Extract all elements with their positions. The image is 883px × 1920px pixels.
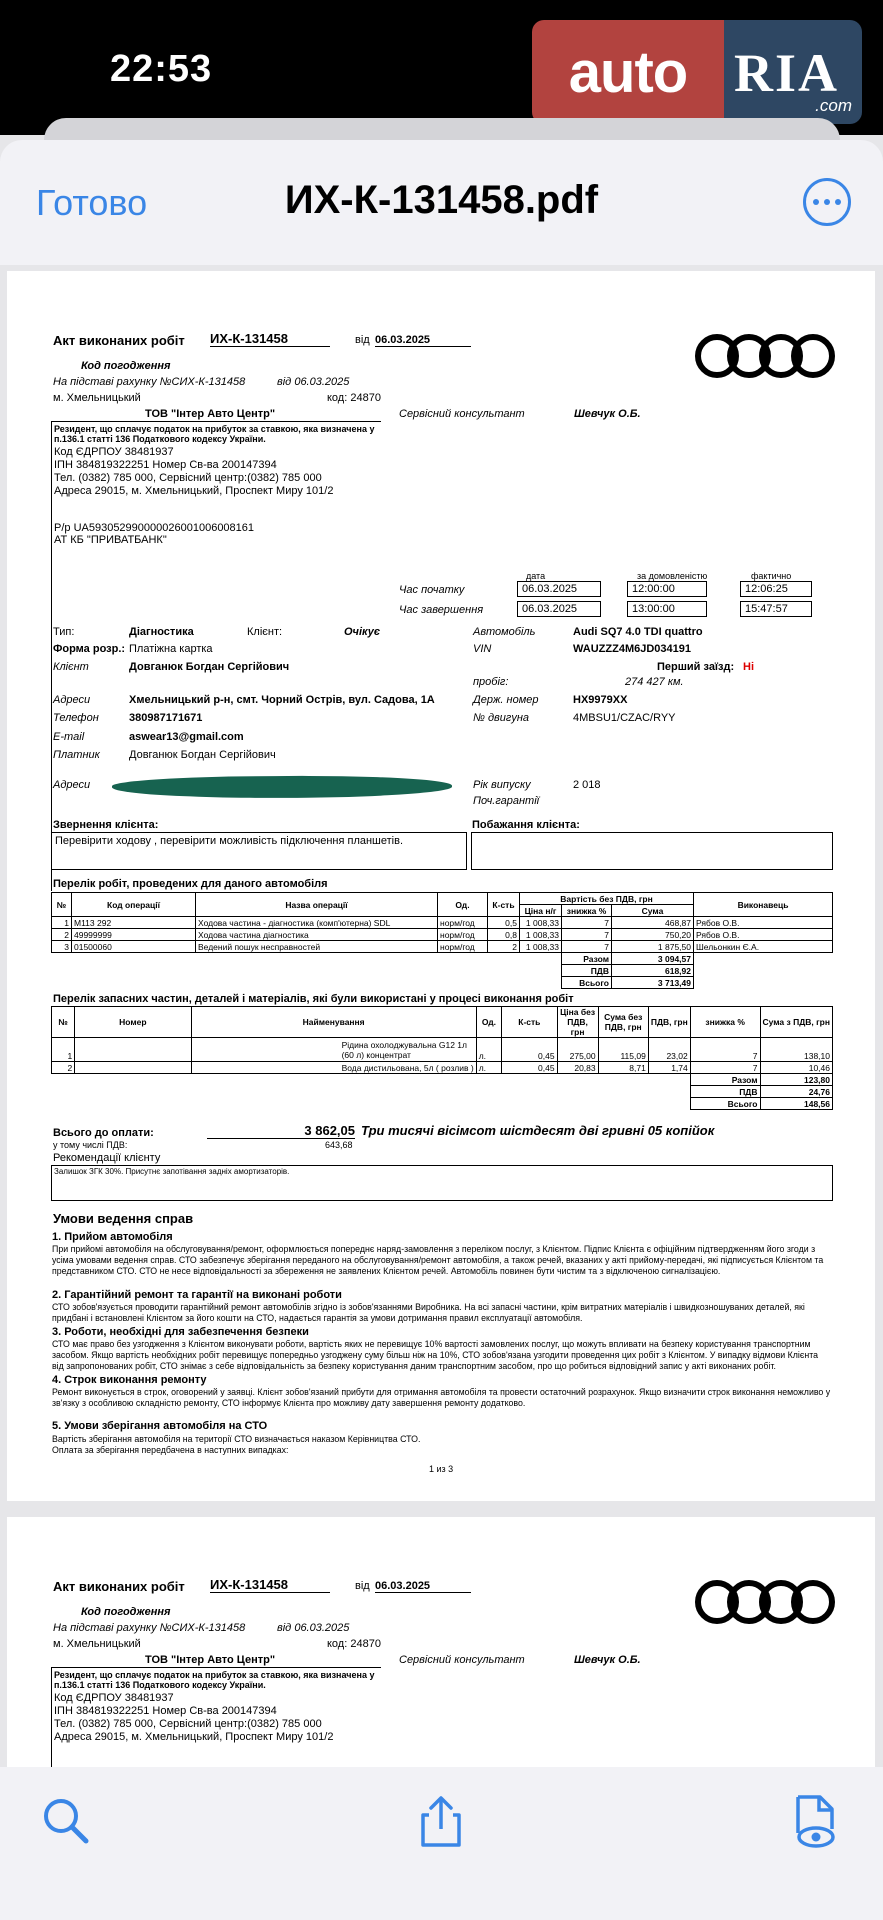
table-part bbox=[52, 1007, 833, 1038]
table-header-cell: Сума без ПДВ, грн bbox=[598, 1007, 648, 1038]
table-cell: M113 292 bbox=[72, 917, 196, 929]
table-cell: 01500060 bbox=[72, 941, 196, 953]
table-cell: 1 008,33 bbox=[520, 917, 562, 929]
table-cell bbox=[694, 977, 833, 989]
table-row bbox=[52, 1062, 833, 1074]
viewer-header bbox=[0, 140, 883, 265]
klient: Довганюк Богдан Сергійович bbox=[129, 661, 290, 673]
act-title: Акт виконаних робіт bbox=[53, 333, 185, 348]
search-icon[interactable] bbox=[38, 1793, 94, 1849]
table-cell: 24,76 bbox=[760, 1086, 833, 1098]
table-cell: 3 094,57 bbox=[612, 953, 694, 965]
table-cell bbox=[52, 977, 562, 989]
car: Audi SQ7 4.0 TDI quattro bbox=[573, 626, 703, 638]
table-cell: 1 008,33 bbox=[520, 929, 562, 941]
table-header-cell: Номер bbox=[75, 1007, 191, 1038]
table-cell: Ходова частина діагностика bbox=[196, 929, 438, 941]
bottom-toolbar bbox=[0, 1767, 883, 1920]
table-cell: 0,45 bbox=[502, 1038, 557, 1062]
appeal-label: Звернення клієнта: bbox=[53, 819, 159, 831]
table-cell bbox=[52, 1098, 691, 1110]
end-actual: 15:47:57 bbox=[740, 601, 812, 617]
reco-label: Рекомендації клієнту bbox=[53, 1152, 161, 1164]
table-header-cell: Ціна н/г bbox=[520, 905, 562, 917]
reco: Залишок ЗГК 30%. Присутнє запотівання задніх амортизаторів. bbox=[54, 1167, 290, 1176]
term-2-title: 2. Гарантійний ремонт та гарантії на виконані роботи bbox=[52, 1289, 342, 1301]
table-cell: л. bbox=[476, 1038, 501, 1062]
table-header-cell: Код операції bbox=[72, 893, 196, 917]
table-row bbox=[52, 1038, 833, 1062]
engine-label: № двигуна bbox=[473, 712, 530, 724]
table-header-cell: Од. bbox=[476, 1007, 501, 1038]
table-cell bbox=[52, 965, 562, 977]
table-cell bbox=[52, 953, 562, 965]
invoice-date: від 06.03.2025 bbox=[277, 376, 350, 388]
pay: Платіжна картка bbox=[129, 643, 213, 655]
table-cell: 123,80 bbox=[760, 1074, 833, 1086]
table-cell: норм/год bbox=[438, 941, 488, 953]
city: м. Хмельницький bbox=[53, 1638, 141, 1650]
act-number: ИХ-К-131458 bbox=[210, 1577, 330, 1593]
pay-words: Три тисячі вісімсот шістдесят дві гривні 05 копійок bbox=[361, 1123, 715, 1138]
vin: WAUZZZ4M6JD034191 bbox=[573, 643, 691, 655]
works-title: Перелік робіт, проведених для даного автомобіля bbox=[53, 878, 328, 890]
works-table bbox=[51, 892, 833, 989]
consultant: Шевчук О.Б. bbox=[574, 1654, 641, 1666]
year-label: Рік випуску bbox=[473, 779, 531, 791]
table-cell: 7 bbox=[690, 1062, 760, 1074]
table-cell: л. bbox=[476, 1062, 501, 1074]
plate: HX9979XX bbox=[573, 694, 628, 706]
table-cell: Рябов О.В. bbox=[694, 929, 833, 941]
payer: Довганюк Богдан Сергійович bbox=[129, 749, 276, 761]
invoice-line: На підставі рахунку №СИХ-К-131458 bbox=[53, 1622, 246, 1634]
term-1-title: 1. Прийом автомобіля bbox=[52, 1231, 173, 1243]
term-1-text: При прийомі автомобіля на обслуговування/ремонт, оформлюється попереднє наряд-замовлення з переліком послуг, з Клієнтом. Підпис Клієнта є офіційним підтвердженням його згоди з усіма умовами ведення справ. СТО забезпечує зберігання переданого на обслуговування/ремонт автомобіля, а також речей, вказаних у акті прийому-передачі, які підписується Клієнтом та представником СТО. СТО не несе відповідальності за збереження не заявлених Клієнтом речей. Автомобіль повинен бути чистим та з відключеною сигналізацією. bbox=[52, 1244, 824, 1276]
wishes-box bbox=[471, 832, 833, 870]
col-agreed: за домовленістю bbox=[637, 571, 708, 581]
email-label: E-mail bbox=[53, 731, 85, 743]
parts-title: Перелік запасних частин, деталей і матеріалів, які були використані у процесі виконання робіт bbox=[53, 993, 574, 1005]
table-cell: 1 008,33 bbox=[520, 941, 562, 953]
pay-total-label: Всього до оплати: bbox=[53, 1127, 154, 1139]
type: Діагностика bbox=[129, 626, 194, 638]
table-cell: 8,71 bbox=[598, 1062, 648, 1074]
account: Р/р UA593052990000026001006008161 bbox=[54, 522, 255, 534]
pay-total: 3 862,05 bbox=[207, 1123, 355, 1139]
watermark-ria bbox=[724, 20, 862, 124]
act-number: ИХ-К-131458 bbox=[210, 331, 330, 347]
page-number: 1 из 3 bbox=[429, 1464, 454, 1474]
table-cell: 1 bbox=[52, 1038, 75, 1062]
address: Адреса 29015, м. Хмельницький, Проспект Миру 101/2 bbox=[54, 485, 334, 497]
table-cell: норм/год bbox=[438, 929, 488, 941]
table-cell: 115,09 bbox=[598, 1038, 648, 1062]
table-cell: 148,56 bbox=[760, 1098, 833, 1110]
done-button[interactable]: Готово bbox=[36, 182, 148, 223]
bank: АТ КБ "ПРИВАТБАНК" bbox=[54, 534, 167, 546]
table-header-cell: Виконавець bbox=[694, 893, 833, 917]
table-cell: Всього bbox=[562, 977, 612, 989]
date-label: від bbox=[355, 334, 370, 346]
table-cell: 1 bbox=[52, 917, 72, 929]
term-5-title: 5. Умови зберігання автомобіля на СТО bbox=[52, 1420, 268, 1432]
resident-note: Резидент, що сплачує податок на прибуток за ставкою, яка визначена у п.136.1 статті 136 Податкового кодексу України. bbox=[54, 1670, 375, 1690]
phone-label: Телефон bbox=[53, 712, 99, 724]
act-title: Акт виконаних робіт bbox=[53, 1579, 185, 1594]
more-options-button[interactable] bbox=[803, 178, 851, 226]
warranty-label: Поч.гарантії bbox=[473, 795, 540, 807]
phone: 380987171671 bbox=[129, 712, 203, 724]
table-part bbox=[52, 977, 833, 989]
appeal: Перевірити ходову , перевірити можливість підключення планшетів. bbox=[55, 835, 404, 847]
ipn: ІПН 384819322251 Номер Св-ва 200147394 bbox=[54, 1705, 277, 1717]
vin-label: VIN bbox=[473, 643, 492, 655]
table-cell: 2 bbox=[52, 1062, 75, 1074]
pdf-page-1 bbox=[7, 271, 875, 1501]
vat-incl: 643,68 bbox=[325, 1140, 353, 1150]
table-cell: Разом bbox=[690, 1074, 760, 1086]
watermark-com: .com bbox=[815, 96, 852, 115]
table-cell: 138,10 bbox=[760, 1038, 833, 1062]
table-cell: Разом bbox=[562, 953, 612, 965]
markup-icon[interactable] bbox=[786, 1793, 842, 1849]
client-status: Очікує bbox=[344, 626, 381, 638]
table-cell: 23,02 bbox=[648, 1038, 690, 1062]
table-header-cell: Од. bbox=[438, 893, 488, 917]
file-title: ИХ-К-131458.pdf bbox=[284, 178, 599, 222]
col-date: дата bbox=[526, 571, 546, 581]
table-cell: Ходова частина - діагностика (комп'ютерна) SDL bbox=[196, 917, 438, 929]
table-row bbox=[52, 941, 833, 953]
table-header-cell: № bbox=[52, 893, 72, 917]
table-part bbox=[52, 1086, 833, 1098]
start-actual: 12:06:25 bbox=[740, 581, 812, 597]
table-cell: Вода дистильована, 5л ( розлив ) bbox=[191, 1062, 476, 1074]
share-icon[interactable] bbox=[413, 1793, 469, 1849]
table-cell: 275,00 bbox=[557, 1038, 598, 1062]
start-agreed: 12:00:00 bbox=[627, 581, 707, 597]
table-row bbox=[52, 917, 833, 929]
term-5-text-2: Оплата за зберігання передбачена в наступних випадках: bbox=[52, 1445, 289, 1455]
table-cell: 468,87 bbox=[612, 917, 694, 929]
end-agreed: 13:00:00 bbox=[627, 601, 707, 617]
ipn: ІПН 384819322251 Номер Св-ва 200147394 bbox=[54, 459, 277, 471]
klient-label: Клієнт bbox=[53, 661, 89, 673]
table-cell: Шельонкин Є.А. bbox=[694, 941, 833, 953]
status-bar bbox=[0, 0, 883, 135]
mileage: 274 427 км. bbox=[625, 676, 684, 688]
edrpou: Код ЄДРПОУ 38481937 bbox=[54, 1692, 174, 1704]
addr: Хмельницький р-н, смт. Чорний Острів, вул. Садова, 1А bbox=[129, 694, 435, 706]
table-cell bbox=[75, 1038, 191, 1062]
phones: Тел. (0382) 785 000, Сервісний центр:(0382) 785 000 bbox=[54, 1718, 322, 1730]
year: 2 018 bbox=[573, 779, 601, 791]
table-part bbox=[52, 1098, 833, 1110]
table-header-cell: Вартість без ПДВ, грн bbox=[520, 893, 694, 905]
code: код: 24870 bbox=[327, 1638, 381, 1650]
clock: 22:53 bbox=[110, 48, 213, 90]
table-header-cell: знижка % bbox=[562, 905, 612, 917]
audi-logo bbox=[695, 1580, 835, 1624]
company: ТОВ "Інтер Авто Центр" bbox=[145, 408, 276, 420]
code-label: Код погодження bbox=[81, 360, 171, 372]
mileage-label: пробіг: bbox=[473, 676, 509, 688]
table-cell: 0,8 bbox=[488, 929, 520, 941]
term-2-text: СТО зобов'язується проводити гарантійний ремонт автомобілів згідно із зобов'язаннями Виробника. На всі запасні частини, крім витратних матеріалів і швидкозношуваних деталей, які придбані і встановлені Клієнтом за його кошти на СТО, надається гарантія за умови дотримання правил експлуатації автомобіля. bbox=[52, 1302, 805, 1323]
table-cell: 1 875,50 bbox=[612, 941, 694, 953]
table-cell: 1,74 bbox=[648, 1062, 690, 1074]
term-4-title: 4. Строк виконання ремонту bbox=[52, 1374, 207, 1386]
table-header-cell: ПДВ, грн bbox=[648, 1007, 690, 1038]
consultant: Шевчук О.Б. bbox=[574, 408, 641, 420]
resident-note: Резидент, що сплачує податок на прибуток за ставкою, яка визначена у п.136.1 статті 136 Податкового кодексу України. bbox=[54, 424, 375, 444]
table-header-cell: К-сть bbox=[502, 1007, 557, 1038]
type-label: Тип: bbox=[53, 626, 75, 638]
table-cell: 0,5 bbox=[488, 917, 520, 929]
table-header-cell: № bbox=[52, 1007, 75, 1038]
first-visit-label: Перший заїзд: bbox=[657, 661, 735, 673]
city: м. Хмельницький bbox=[53, 392, 141, 404]
table-header-cell: Найменування bbox=[191, 1007, 476, 1038]
table-header-cell: Ціна без ПДВ, грн bbox=[557, 1007, 598, 1038]
start-label: Час початку bbox=[399, 584, 465, 596]
table-cell: Рябов О.В. bbox=[694, 917, 833, 929]
table-cell: 7 bbox=[690, 1038, 760, 1062]
code-label: Код погодження bbox=[81, 1606, 171, 1618]
table-header-cell: Сума bbox=[612, 905, 694, 917]
table-cell bbox=[52, 1086, 691, 1098]
col-actual: фактично bbox=[751, 571, 792, 581]
table-cell: Ведений пошук несправностей bbox=[196, 941, 438, 953]
addr-label: Адреси bbox=[53, 694, 91, 706]
end-date: 06.03.2025 bbox=[517, 601, 601, 617]
table-cell: норм/год bbox=[438, 917, 488, 929]
table-cell: 2 bbox=[52, 929, 72, 941]
table-cell bbox=[52, 1074, 691, 1086]
term-3-text: СТО має право без узгодження з Клієнтом виконувати роботи, вартість яких не перевищує 10% вартості замовлених послуг, що можуть впливати на безпеку користування транспортним засобом. Якщо вартість необхідних робіт перевищує попередньо узгоджену суму більш ніж на 10%, СТО зобов'язана узгодити проведення цих робіт з Клієнтом. У випадку відмови Клієнта від запропонованих робіт, СТО знімає з себе відповідальність за безпеку користування даним транспортним засобом, про що робиться відповідний запис у акті виконаних робіт. bbox=[52, 1339, 819, 1371]
table-cell: Всього bbox=[690, 1098, 760, 1110]
act-date: 06.03.2025 bbox=[375, 1580, 471, 1593]
addr2-label: Адреси bbox=[53, 779, 91, 791]
payer-label: Платник bbox=[53, 749, 100, 761]
table-cell bbox=[694, 953, 833, 965]
more-icon bbox=[813, 199, 819, 205]
table-cell: ПДВ bbox=[690, 1086, 760, 1098]
watermark-ria-text: RIA bbox=[734, 43, 840, 103]
table-cell: 10,46 bbox=[760, 1062, 833, 1074]
consultant-label: Сервісний консультант bbox=[399, 408, 525, 420]
email: aswear13@gmail.com bbox=[129, 731, 244, 743]
table-cell: 7 bbox=[562, 929, 612, 941]
table-cell: 3 713,49 bbox=[612, 977, 694, 989]
date-label: від bbox=[355, 1580, 370, 1592]
car-label: Автомобіль bbox=[473, 626, 536, 638]
client-label: Клієнт: bbox=[247, 626, 283, 638]
table-cell bbox=[75, 1062, 191, 1074]
consultant-label: Сервісний консультант bbox=[399, 1654, 525, 1666]
table-part bbox=[52, 965, 833, 977]
table-part bbox=[52, 1074, 833, 1086]
pdf-page-2 bbox=[7, 1517, 875, 1767]
table-header-cell: Назва операції bbox=[196, 893, 438, 917]
table-cell: 3 bbox=[52, 941, 72, 953]
start-date: 06.03.2025 bbox=[517, 581, 601, 597]
table-cell: 750,20 bbox=[612, 929, 694, 941]
table-cell: 0,45 bbox=[502, 1062, 557, 1074]
table-header-cell: К-сть bbox=[488, 893, 520, 917]
engine: 4MBSU1/CZAC/RYY bbox=[573, 712, 676, 724]
pay-label: Форма розр.: bbox=[53, 643, 126, 655]
table-cell: ПДВ bbox=[562, 965, 612, 977]
table-part bbox=[52, 953, 833, 965]
vat-incl-label: у тому числі ПДВ: bbox=[53, 1140, 128, 1150]
table-cell: 618,92 bbox=[612, 965, 694, 977]
table-cell bbox=[694, 965, 833, 977]
table-cell: Рідина охолоджувальна G12 1л (60 л) концентрат bbox=[191, 1038, 476, 1062]
term-5-text: Вартість зберігання автомобіля на території СТО визначається наказом Керівництва СТО. bbox=[52, 1434, 421, 1444]
autoria-watermark bbox=[532, 20, 862, 124]
watermark-auto: auto bbox=[532, 20, 724, 124]
table-cell: 49999999 bbox=[72, 929, 196, 941]
code: код: 24870 bbox=[327, 392, 381, 404]
table-cell: 7 bbox=[562, 941, 612, 953]
act-date: 06.03.2025 bbox=[375, 334, 471, 347]
invoice-line: На підставі рахунку №СИХ-К-131458 bbox=[53, 376, 246, 388]
edrpou: Код ЄДРПОУ 38481937 bbox=[54, 446, 174, 458]
table-part bbox=[52, 893, 833, 905]
first-visit: Ні bbox=[743, 661, 754, 673]
audi-logo bbox=[695, 334, 835, 378]
terms-title: Умови ведення справ bbox=[53, 1211, 194, 1226]
table-row bbox=[52, 929, 833, 941]
company: ТОВ "Інтер Авто Центр" bbox=[145, 1654, 276, 1666]
table-cell: 2 bbox=[488, 941, 520, 953]
invoice-date: від 06.03.2025 bbox=[277, 1622, 350, 1634]
plate-label: Держ. номер bbox=[473, 694, 539, 706]
table-cell: 7 bbox=[562, 917, 612, 929]
wishes-label: Побажання клієнта: bbox=[472, 819, 580, 831]
table-header-cell: знижка % bbox=[690, 1007, 760, 1038]
term-3-title: 3. Роботи, необхідні для забезпечення безпеки bbox=[52, 1326, 309, 1338]
end-label: Час завершення bbox=[399, 604, 484, 616]
term-4-text: Ремонт виконується в строк, оговорений у заявці. Клієнт зобов'язаний прибути для отримання автомобіля та провести остаточний розрахунок. Якщо визначити строк виконання неможливо у зв'язку з особливою складністю ремонту, СТО інформує Клієнта про можливу дату завершення ремонту додатково. bbox=[52, 1387, 831, 1408]
phones: Тел. (0382) 785 000, Сервісний центр:(0382) 785 000 bbox=[54, 472, 322, 484]
table-header-cell: Сума з ПДВ, грн bbox=[760, 1007, 833, 1038]
address: Адреса 29015, м. Хмельницький, Проспект Миру 101/2 bbox=[54, 1731, 334, 1743]
table-cell: 20,83 bbox=[557, 1062, 598, 1074]
parts-table bbox=[51, 1006, 833, 1110]
